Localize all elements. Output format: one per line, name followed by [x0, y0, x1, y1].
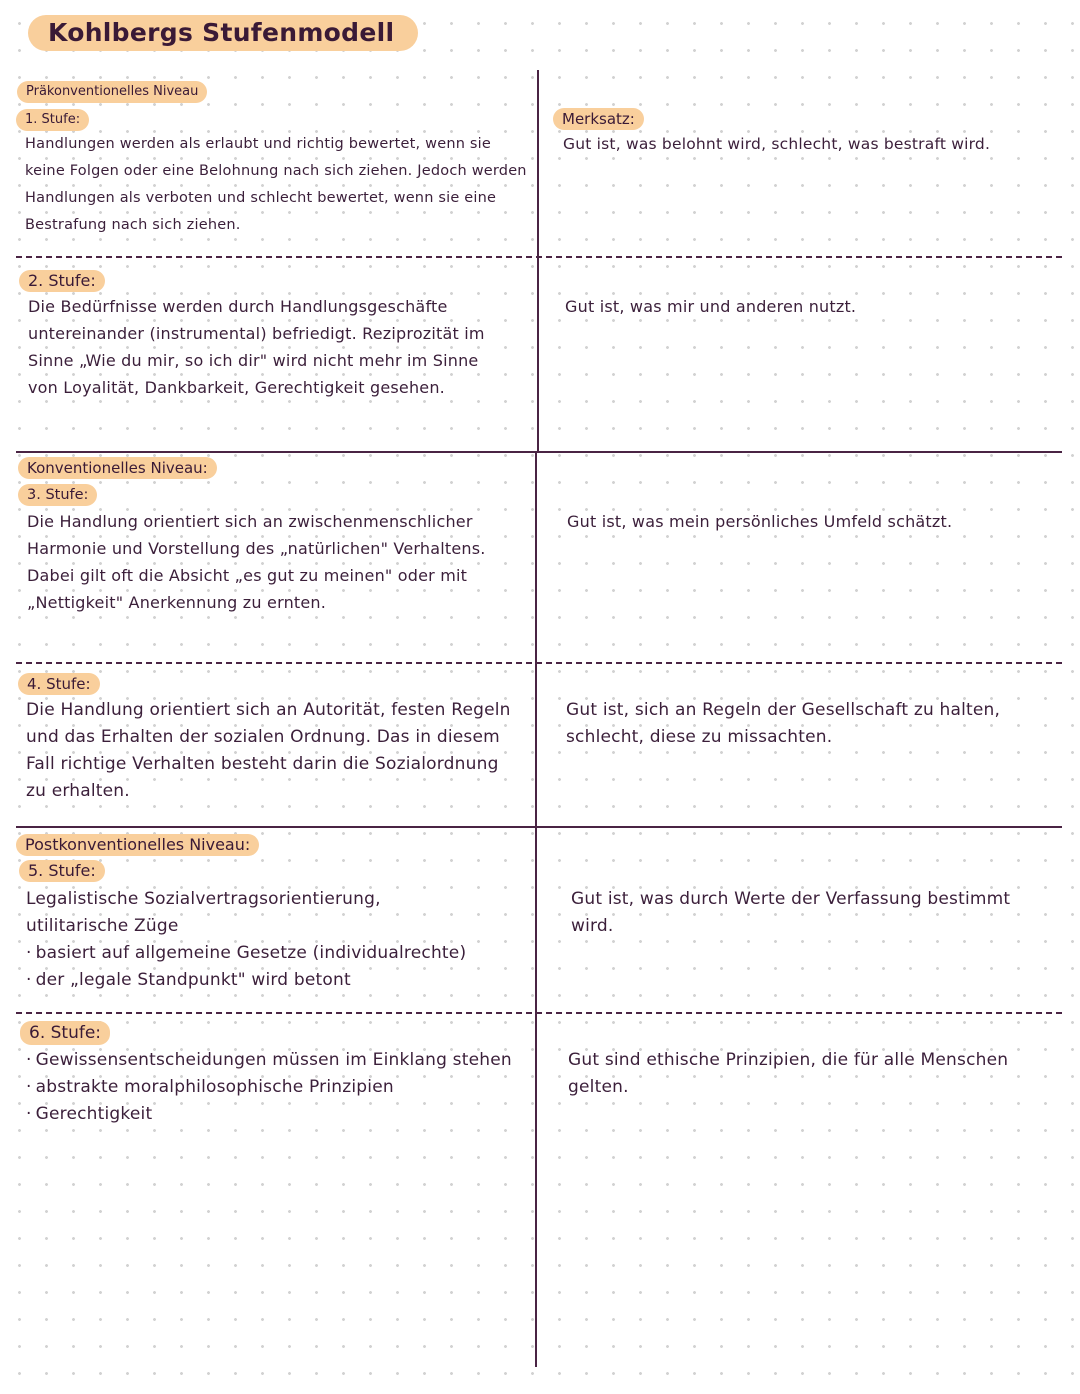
- stage-5-intro: Legalistische Sozialvertragsorientierung, utilitarische Züge: [26, 889, 381, 936]
- divider-stage-5-6: [16, 1012, 1062, 1014]
- stage-6-description: [26, 1047, 531, 1128]
- stage-2-description: Die Bedürfnisse werden durch Handlungsgeschäfte untereinander (instrumental) befriedigt. Reziprozität im Sinne „Wie du mir, so ich dir" wird nicht mehr im Sinne von Loyalität, Dankbarkeit, Gerechtigkeit gesehen.: [28, 297, 485, 397]
- stage-5-principle: Gut ist, was durch Werte der Verfassung bestimmt wird.: [571, 889, 1011, 936]
- column-divider-middle: [535, 452, 537, 827]
- stage-3-principle: Gut ist, was mein persönliches Umfeld schätzt.: [567, 512, 953, 531]
- stage-2-label: 2. Stufe:: [19, 270, 105, 292]
- stage-5-label: 5. Stufe:: [19, 860, 105, 882]
- divider-stage-3-4: [16, 662, 1062, 664]
- divider-stage-1-2: [16, 256, 1062, 258]
- stage-4-description: Die Handlung orientiert sich an Autorität, festen Regeln und das Erhalten der sozialen Ordnung. Das in diesem Fall richtige Verhalten besteht darin die Sozialordnung zu erhalten.: [26, 700, 511, 801]
- stage-3-description: Die Handlung orientiert sich an zwischenmenschlicher Harmonie und Vorstellung des „natürlichen" Verhaltens. Dabei gilt oft die Absicht „es gut zu meinen" oder mit „Nettigkeit" Anerkennung zu ernten.: [27, 512, 486, 612]
- stage-2-principle: Gut ist, was mir und anderen nutzt.: [565, 297, 857, 316]
- stage-6-bullet-2: · abstrakte moralphilosophische Prinzipien: [26, 1074, 531, 1101]
- level-conventional: Konventionelles Niveau:: [18, 457, 217, 479]
- divider-level-conv-post: [16, 826, 1062, 828]
- stage-5-bullet-2: · der „legale Standpunkt" wird betont: [26, 967, 536, 994]
- merksatz-label: Merksatz:: [553, 108, 644, 130]
- level-preconventional: Präkonventionelles Niveau: [17, 81, 207, 103]
- stage-6-bullet-1: · Gewissensentscheidungen müssen im Einklang stehen: [26, 1047, 531, 1074]
- stage-1-label: 1. Stufe:: [16, 109, 89, 131]
- stage-4-label: 4. Stufe:: [18, 673, 100, 695]
- stage-6-bullet-3: · Gerechtigkeit: [26, 1101, 531, 1128]
- stage-6-label: 6. Stufe:: [20, 1021, 110, 1045]
- stage-6-principle: Gut sind ethische Prinzipien, die für alle Menschen gelten.: [568, 1050, 1009, 1097]
- stage-1-description: Handlungen werden als erlaubt und richtig bewertet, wenn sie keine Folgen oder eine Belohnung nach sich ziehen. Jedoch werden Handlungen als verboten und schlecht bewertet, wenn sie eine Bestrafung nach sich ziehen.: [25, 136, 527, 233]
- stage-4-principle: Gut ist, sich an Regeln der Gesellschaft zu halten, schlecht, diese zu missachten.: [566, 700, 1001, 747]
- stage-5-bullet-1: · basiert auf allgemeine Gesetze (individualrechte): [26, 940, 536, 967]
- stage-1-principle: Gut ist, was belohnt wird, schlecht, was bestraft wird.: [563, 135, 991, 153]
- stage-5-description: [26, 886, 536, 994]
- page-title: Kohlbergs Stufenmodell: [28, 15, 418, 51]
- level-postconventional: Postkonventionelles Niveau:: [16, 834, 259, 856]
- divider-level-pre-conv: [16, 451, 1062, 453]
- stage-3-label: 3. Stufe:: [18, 484, 97, 506]
- column-divider-top: [537, 70, 539, 452]
